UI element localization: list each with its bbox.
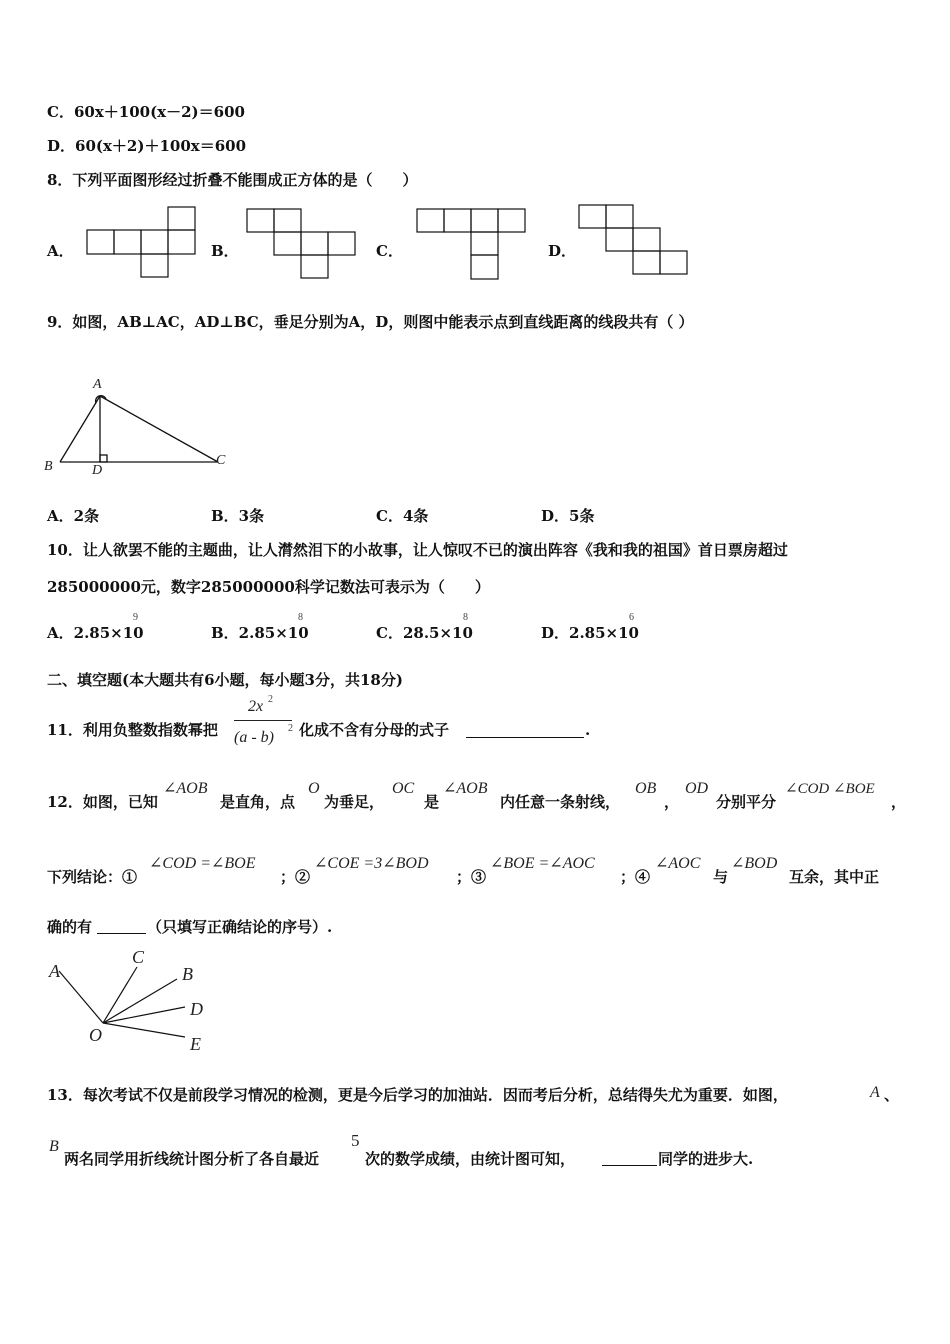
q13-number-five: 5 [351,1131,360,1150]
q12-fig-label-c: C [132,947,145,967]
q9-triangle-figure [40,372,240,472]
q12-conclusion-1: ∠COD =∠BOE [149,855,256,872]
q12-comma: ， [664,793,680,811]
q12-answer-blank[interactable] [97,933,146,934]
net-figure-a [85,205,200,280]
q12-fig-label-e: E [190,1034,201,1054]
q12-text-3: 是 [424,793,440,811]
q11-suffix: 化成不含有分母的式子 [299,721,450,739]
q12-ray-od: OD [685,780,709,797]
q11-denominator: (a - b) [234,729,274,746]
q10-option-d: D．2.85×10 [541,624,639,642]
q9-option-d: D．5条 [541,507,595,525]
q12-line2-prefix: 下列结论：① [47,868,138,886]
q12-text-5: 分别平分 [716,793,777,811]
q9-option-c: C．4条 [376,507,429,525]
q12-conclusion-3: ∠BOE =∠AOC [490,855,595,872]
q11-numerator-exponent: 2 [268,694,273,705]
q12-fig-label-o: O [89,1025,102,1045]
q12-text-4: 内任意一条射线， [500,793,621,811]
q12-conclusion-4-mid: 与 [713,868,729,886]
q13-answer-blank[interactable] [602,1165,657,1166]
q10-option-b-exponent: 8 [298,612,303,623]
q12-fig-label-d: D [190,999,203,1019]
q12-angle-aob: ∠AOB [163,780,208,797]
q8-label-a: A． [47,242,74,260]
q13-separator: 、 [884,1086,900,1104]
q7-option-c: C．60x＋100(x－2)＝600 [47,103,245,121]
q12-line2-end: 互余，其中正 [789,868,880,886]
q10-option-a-exponent: 9 [133,612,138,623]
q9-label-c: C [216,453,226,468]
q13-line2-b: 次的数学成绩，由统计图可知， [365,1150,576,1168]
q8-label-c: C． [376,242,403,260]
q12-conclusion-4a: ∠AOC [655,855,701,872]
q11-answer-blank[interactable] [466,737,584,738]
q11-denominator-exponent: 2 [288,723,293,734]
q9-label-b: B [44,459,53,474]
q9-label-a: A [93,377,102,392]
q12-conclusion-4b: ∠BOD [731,855,778,872]
q10-option-a: A．2.85×10 [47,624,144,642]
q9-option-b: B．3条 [211,507,265,525]
q12-ray-oc: OC [392,780,415,797]
q12-prefix: 12．如图，已知 [47,793,158,811]
q8-stem: 8．下列平面图形经过折叠不能围成正方体的是（ ） [47,171,418,189]
q12-conclusion-2: ∠COE =3∠BOD [314,855,429,872]
q10-option-c-exponent: 8 [463,612,468,623]
q10-stem-line2: 285000000元，数字285000000科学记数法可表示为（ ） [47,578,490,596]
section-title-fill-in: 二、填空题(本大题共有6小题，每小题3分，共18分) [47,671,403,689]
q9-stem: 9．如图，AB⊥AC，AD⊥BC，垂足分别为A，D，则图中能表示点到直线距离的线段共有（ ） [47,313,694,331]
q13-student-a: A [870,1084,880,1101]
net-figure-d [577,203,697,278]
q12-fig-label-a: A [49,961,60,981]
q9-option-a: A．2条 [47,507,100,525]
q11-prefix: 11．利用负整数指数幂把 [47,721,218,739]
q13-student-b: B [49,1138,59,1155]
q12-sep-4: ；④ [620,868,651,886]
q12-sep-2: ；② [280,868,311,886]
q12-line3-prefix: 确的有 [47,918,93,936]
q10-option-c: C．28.5×10 [376,624,473,642]
q12-line3-end: （只填写正确结论的序号）. [147,918,333,936]
q11-numerator: 2x [248,698,264,715]
q12-text-2: 为垂足， [324,793,385,811]
net-figure-c [415,207,530,282]
q10-option-b: B．2.85×10 [211,624,309,642]
q12-ray-ob: OB [635,780,657,797]
q12-point-o: O [308,780,320,797]
q7-option-d: D．60(x＋2)＋100x＝600 [47,137,247,155]
q8-label-b: B． [211,242,239,260]
q13-line2-c: 同学的进步大. [658,1150,754,1168]
q12-text-1: 是直角，点 [220,793,296,811]
q11-period: . [585,721,591,739]
q12-fig-label-b: B [182,964,193,984]
q12-angles-cod-boe: ∠COD ∠BOE [785,781,875,797]
q10-option-d-exponent: 6 [629,612,634,623]
q8-label-d: D． [548,242,577,260]
q13-line2-a: 两名同学用折线统计图分析了各自最近 [64,1150,320,1168]
q12-angle-aob-2: ∠AOB [443,780,488,797]
q12-sep-3: ；③ [456,868,487,886]
q11-fraction-bar [234,720,292,721]
q13-line1: 13．每次考试不仅是前段学习情况的检测，更是今后学习的加油站．因而考后分析，总结得失尤为重要．如图， [47,1086,788,1104]
q10-stem-line1: 10．让人欲罢不能的主题曲，让人潸然泪下的小故事，让人惊叹不已的演出阵容《我和我的祖国》首日票房超过 [47,541,788,559]
q9-label-d: D [92,463,103,478]
q12-text-6: ， [891,793,907,811]
net-figure-b [245,207,365,282]
